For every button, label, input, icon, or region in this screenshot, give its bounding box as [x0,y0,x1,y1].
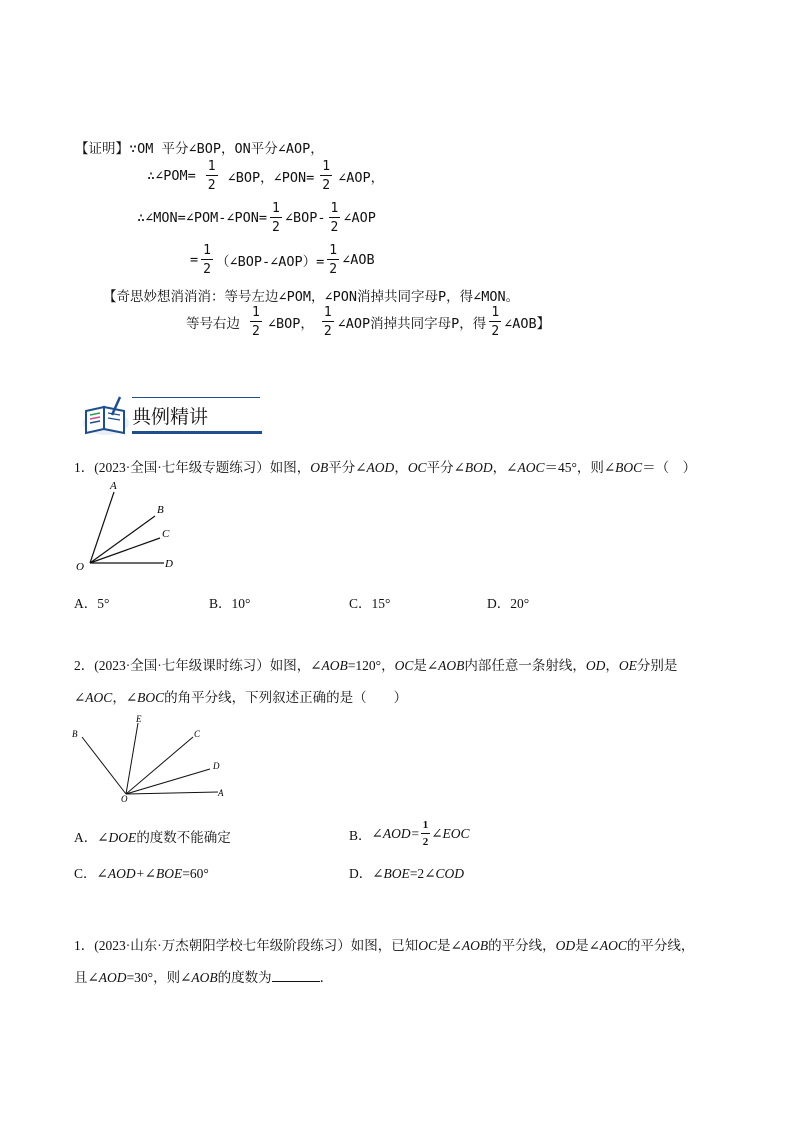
label-c: C [194,729,201,739]
section-header [82,393,242,441]
label-d: D [165,558,173,570]
proof-line-4: = $\frac{1}{2}$ （∠BOP-∠AOP）= $\frac{1}{2}$ ∠AOB [190,243,375,277]
label-d: D [213,761,220,771]
question-3-stem-line-1: 1．(2023·山东·万杰朝阳学校七年级阶段练习）如图，已知OC是∠AOB的平分线，OD是∠AOC的平分线， [74,938,695,953]
fraction-half: $\frac{1}{2}$ [252,305,260,339]
fraction-half: $\frac{1}{2}$ [322,159,331,193]
label-a: A [110,480,117,492]
fraction-half: $\frac{1}{2}$ [329,243,338,277]
ray-ob [90,516,155,563]
question-2-option-c[interactable]: C．∠AOD+∠BOE=60° [74,866,209,881]
label-a: A [218,788,224,798]
question-2-stem-line-1: 2．(2023·全国·七年级课时练习）如图，∠AOB=120°，OC是∠AOB内部任意一条射线，OD，OE分别是 [74,658,678,673]
fraction-half: $\frac{1}{2}$ [491,305,500,339]
ray-oc [126,737,193,794]
ray-od [126,769,210,794]
label-b: B [157,504,164,516]
label-b: B [72,729,78,739]
question-1-option-d[interactable]: D．20° [487,596,530,611]
fraction-half: $\frac{1}{2}$ [203,243,211,277]
proof-line-3: ∴∠MON=∠POM-∠PON= $\frac{1}{2}$ ∠BOP- $\frac{1}{2}$ ∠AOP [137,201,376,235]
ray-oe [126,723,138,794]
label-c: C [162,528,170,540]
proof-line-1: 【证明】∵OM 平分∠BOP，ON平分∠AOP， [75,141,324,157]
proof-line-2: ∴∠POM= $\frac{1}{2}$ ∠BOP，∠PON= $\frac{1}{2}$ ∠AOP， [147,159,385,193]
book-icon [82,393,130,437]
question-2-option-d[interactable]: D．∠BOE=2∠COD [349,866,465,881]
proof-tip-line-1: 【奇思妙想消消消：等号左边∠POM，∠PON消掉共同字母P，得∠MON。 [103,289,520,305]
section-title: 典例精讲 [132,406,209,428]
question-2-option-a[interactable]: A．∠DOE的度数不能确定 [74,830,231,845]
label-o: O [76,561,84,573]
fraction-half: $\frac{1}{2}$ [330,201,339,235]
question-1-option-c[interactable]: C．15° [349,596,391,611]
proof-tip-line-2: 等号右边 $\frac{1}{2}$ ∠BOP， $\frac{1}{2}$ ∠AOP消掉共同字母P，得 $\frac{1}{2}$ ∠AOB】 [186,305,551,339]
ray-oa [126,792,218,794]
ray-ob [82,737,126,794]
question-1-option-a[interactable]: A．5° [74,596,110,611]
question-2-option-b[interactable]: B． ∠AOD= $\frac{1}{2}$ ∠EOC [349,819,470,848]
question-1-option-b[interactable]: B．10° [209,596,251,611]
label-e: E [136,714,142,724]
question-1-figure [72,478,182,578]
question-2-figure [68,712,238,802]
fraction-half: $\frac{1}{2}$ [272,201,280,235]
ray-oc [90,538,160,563]
ray-oa [90,492,114,563]
section-title-underline [132,431,262,434]
question-1-stem: 1．(2023·全国·七年级专题练习）如图，OB平分∠AOD，OC平分∠BOD，∠AOC＝45°，则∠BOC＝（ ） [74,460,697,475]
question-3-stem-line-2: 且∠AOD=30°，则∠AOB的度数为 ． [74,970,334,985]
proof-label: 【证明】 [75,141,129,157]
question-2-stem-line-2: ∠AOC，∠BOC的角平分线，下列叙述正确的是（ ） [74,690,408,705]
fraction-half: $\frac{1}{2}$ [422,819,429,848]
answer-blank[interactable] [272,969,320,982]
label-o: O [121,794,128,802]
fraction-half: $\frac{1}{2}$ [207,159,216,193]
fraction-half: $\frac{1}{2}$ [323,305,332,339]
section-title-underline-top [132,397,260,398]
